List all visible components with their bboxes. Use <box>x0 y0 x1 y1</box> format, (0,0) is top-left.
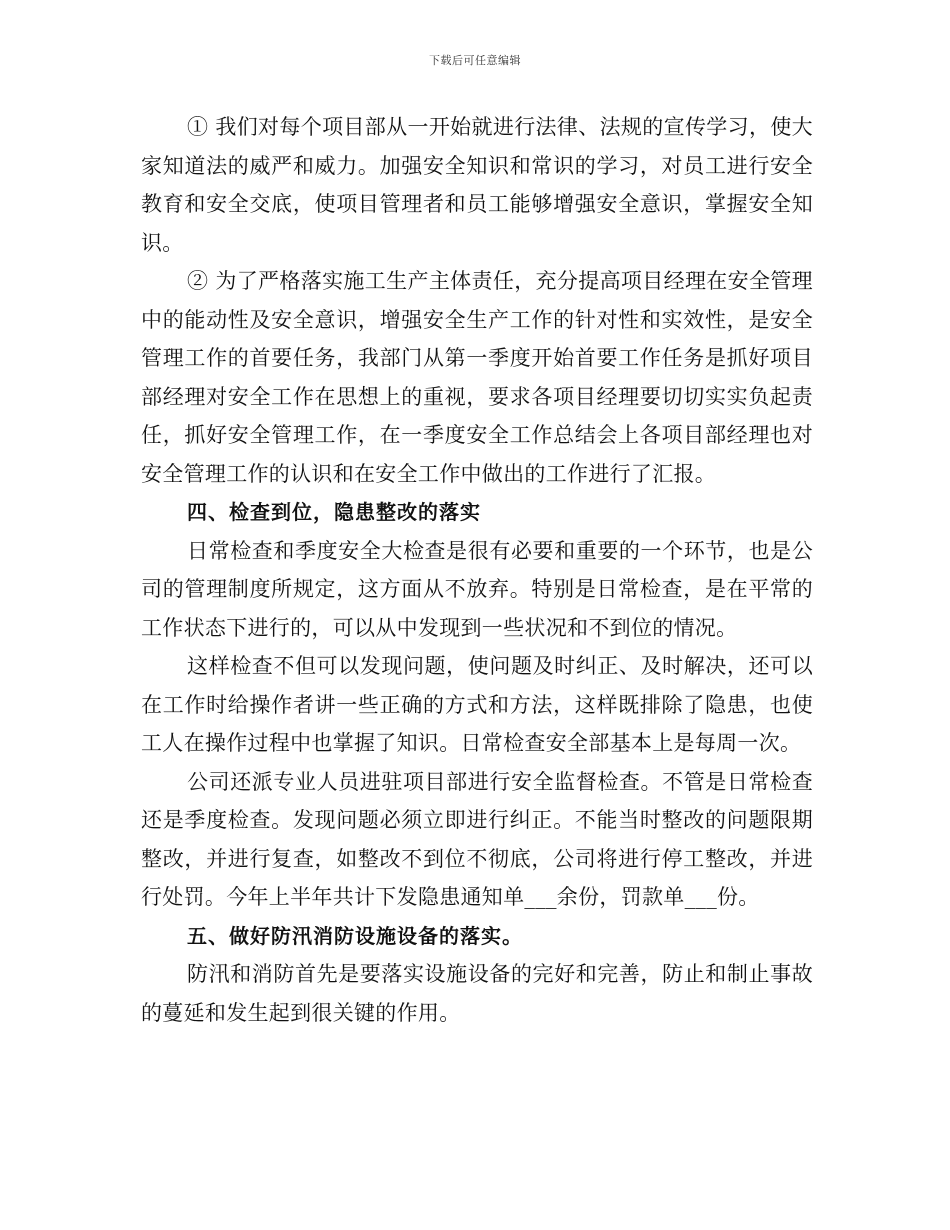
paragraph-3: 日常检查和季度安全大检查是很有必要和重要的一个环节，也是公司的管理制度所规定，这方面从不放弃。特别是日常检查，是在平常的工作状态下进行的，可以从中发现到一些状况和不到位的情况。 <box>141 538 813 640</box>
document-body <box>141 108 813 1032</box>
section-heading-5: 五、做好防汛消防设施设备的落实。 <box>187 923 523 948</box>
section-heading-4: 四、检查到位，隐患整改的落实 <box>187 500 481 524</box>
paragraph-1: ① 我们对每个项目部从一开始就进行法律、法规的宣传学习，使大家知道法的威严和威力。加强安全知识和常识的学习，对员工进行安全教育和安全交底，使项目管理者和员工能够增强安全意识，掌握安全知识。 <box>141 115 813 255</box>
paragraph-6: 防汛和消防首先是要落实设施设备的完好和完善，防止和制止事故的蔓延和发生起到很关键的作用。 <box>141 962 813 1025</box>
paragraph-5: 公司还派专业人员进驻项目部进行安全监督检查。不管是日常检查还是季度检查。发现问题必须立即进行纠正。不能当时整改的问题限期整改，并进行复查，如整改不到位不彻底，公司将进行停工整改，并进行处罚。今年上半年共计下发隐患通知单___余份，罚款单___份。 <box>141 769 813 909</box>
paragraph-4: 这样检查不但可以发现问题，使问题及时纠正、及时解决，还可以在工作时给操作者讲一些正确的方式和方法，这样既排除了隐患，也使工人在操作过程中也掌握了知识。日常检查安全部基本上是每周一次。 <box>141 654 813 755</box>
paragraph-2: ② 为了严格落实施工生产主体责任，充分提高项目经理在安全管理中的能动性及安全意识，增强安全生产工作的针对性和实效性，是安全管理工作的首要任务，我部门从第一季度开始首要工作任务是抓好项目部经理对安全工作在思想上的重视，要求各项目经理要切切实实负起责任，抓好安全管理工作，在一季度安全工作总结会上各项目部经理也对安全管理工作的认识和在安全工作中做出的工作进行了汇报。 <box>141 269 813 486</box>
page-header: 下载后可任意编辑 <box>429 54 521 67</box>
